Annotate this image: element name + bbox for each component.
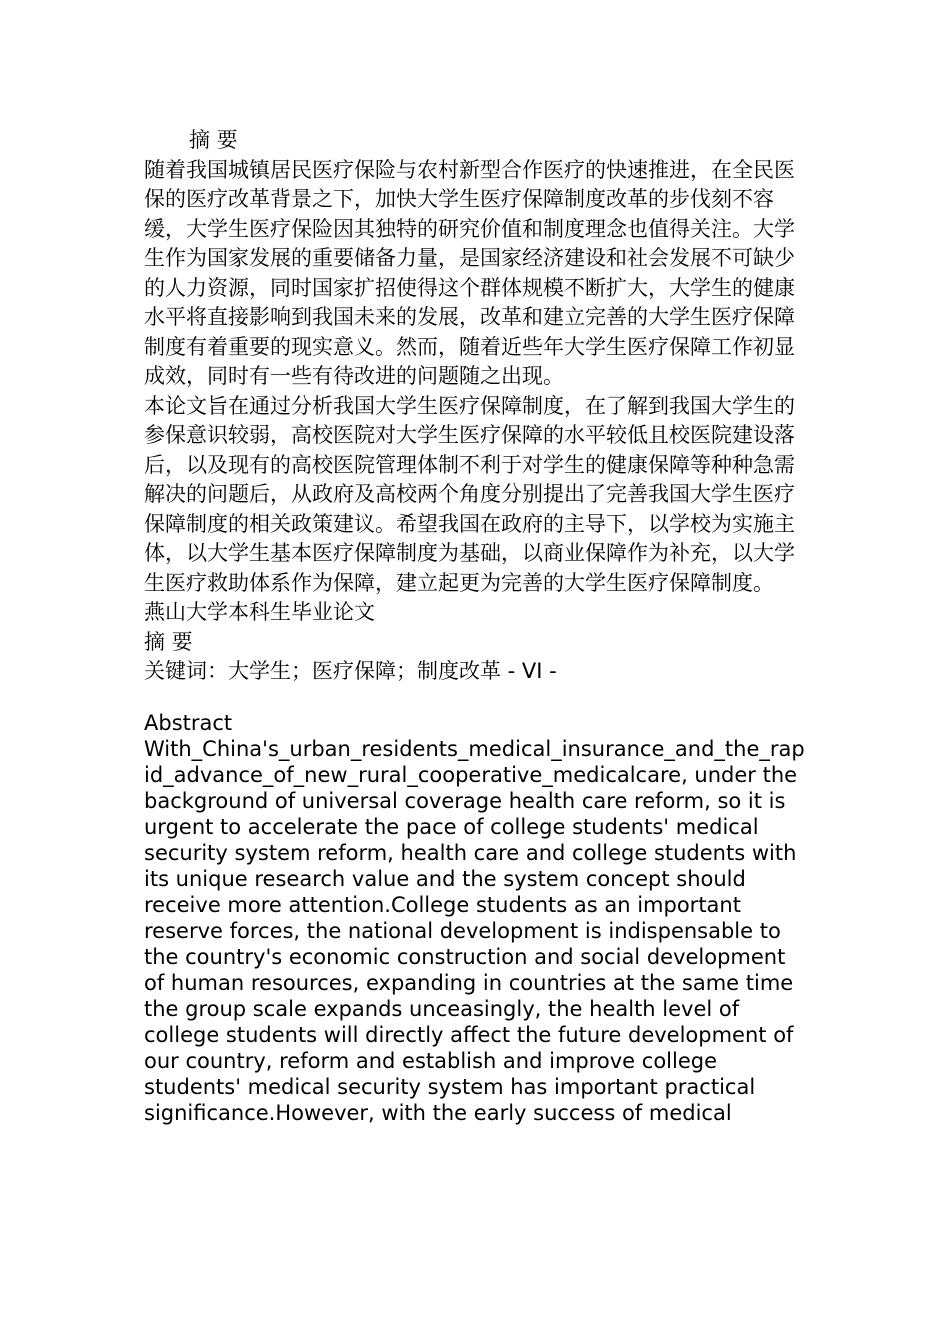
keywords-line-cn: 关键词：大学生；医疗保障；制度改革 - VI -: [144, 659, 557, 683]
document-page: [144, 126, 808, 1126]
abstract-heading-en: Abstract: [144, 710, 233, 735]
abstract-paragraph-2-cn: 本论文旨在通过分析我国大学生医疗保障制度，在了解到我国大学生的参保意识较弱，高校医院对大学生医疗保障的水平较低且校医院建设落后，以及现有的高校医院管理体制不利于对学生的健康保障等种种急需解决的问题后，从政府及高校两个角度分别提出了完善我国大学生医疗保障制度的相关政策建议。希望我国在政府的主导下，以学校为实施主体，以大学生基本医疗保障制度为基础，以商业保障作为补充，以大学生医疗救助体系作为保障，建立起更为完善的大学生医疗保障制度。: [144, 393, 795, 595]
section-spacer: [144, 687, 808, 710]
running-header: 燕山大学本科生毕业论文: [144, 600, 375, 624]
abstract-heading-repeat-cn: 摘 要: [144, 629, 193, 654]
abstract-body-en: With_China's_urban_residents_medical_insurance_and_the_rapid_advance_of_new_rural_cooperative_medicalcare, under the background of universal coverage health care reform, so it is urgent to accelerate the pace of college students' medical security system reform, health care and college students with its unique research value and the system concept should receive more attention.College students as an important reserve forces, the national development is indispensable to the country's economic construction and social development of human resources, expanding in countries at the same time the group scale expands unceasingly, the health level of college students will directly affect the future development of our country, reform and establish and improve college students' medical security system has important practical significance.However, with the early success of medical: [144, 736, 805, 1125]
abstract-paragraph-1-cn: 随着我国城镇居民医疗保险与农村新型合作医疗的快速推进，在全民医保的医疗改革背景之下，加快大学生医疗保障制度改革的步伐刻不容缓，大学生医疗保险因其独特的研究价值和制度理念也值得关注。大学生作为国家发展的重要储备力量，是国家经济建设和社会发展不可缺少的人力资源，同时国家扩招使得这个群体规模不断扩大，大学生的健康水平将直接影响到我国未来的发展，改革和建立完善的大学生医疗保障制度有着重要的现实意义。然而，随着近些年大学生医疗保障工作初显成效，同时有一些有待改进的问题随之出现。: [144, 157, 795, 388]
abstract-heading-cn: 摘 要: [189, 128, 238, 152]
